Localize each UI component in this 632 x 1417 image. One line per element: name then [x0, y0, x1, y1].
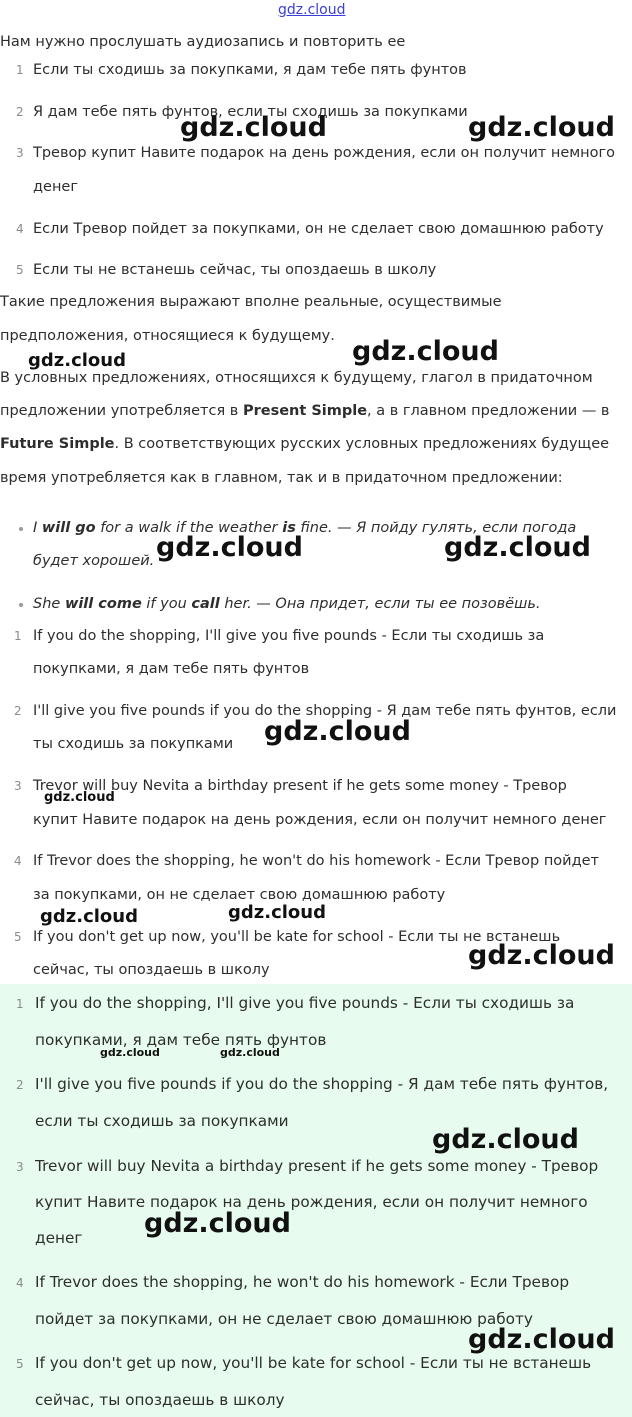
- list2-item-1-line2: покупками, я дам тебе пять фунтов: [33, 661, 310, 677]
- explain-p2-line2: предложении употребляется в Present Simple, а в главном предложении — в: [0, 403, 610, 419]
- list1-item-3-line1: Тревор купит Навите подарок на день рождения, если он получит немного: [33, 145, 616, 161]
- watermark: gdz.cloud: [264, 716, 411, 747]
- example-1-line2: будет хорошей.: [33, 553, 155, 569]
- list1-num-4: 4: [16, 222, 24, 236]
- list1-num-1: 1: [16, 63, 24, 77]
- list2-item-5-line2: сейчас, ты опоздаешь в школу: [33, 962, 270, 978]
- explain-p2-line3: Future Simple. В соответствующих русских условных предложениях будущее: [0, 436, 610, 452]
- watermark: gdz.cloud: [156, 532, 303, 563]
- explain-p1-line1: Такие предложения выражают вполне реальные, осуществимые: [0, 294, 502, 310]
- list2-item-1-line1: If you do the shopping, I'll give you five pounds - Если ты сходишь за: [33, 628, 545, 644]
- watermark-top[interactable]: gdz.cloud: [278, 2, 346, 18]
- list3-item-5-line2: сейчас, ты опоздаешь в школу: [35, 1391, 285, 1409]
- example-1-line1: I will go for a walk if the weather is fine. — Я пойду гулять, если погода: [33, 520, 577, 536]
- list1-item-2: Я дам тебе пять фунтов, если ты сходишь за покупками: [33, 104, 468, 120]
- list3-item-3-line2: купит Навите подарок на день рождения, если он получит немного: [35, 1193, 588, 1211]
- list3-item-5-line1: If you don't get up now, you'll be kate for school - Если ты не встанешь: [35, 1354, 592, 1372]
- example-bullet-2: [19, 603, 23, 607]
- list1-item-3-line2: денег: [33, 179, 78, 195]
- watermark: gdz.cloud: [100, 1046, 160, 1059]
- watermark: gdz.cloud: [468, 112, 615, 143]
- list1-num-3: 3: [16, 146, 24, 160]
- watermark: gdz.cloud: [352, 336, 499, 367]
- list1-num-5: 5: [16, 263, 24, 277]
- list2-item-2-line2: ты сходишь за покупками: [33, 736, 234, 752]
- list1-num-2: 2: [16, 105, 24, 119]
- list3-num-4: 4: [16, 1276, 24, 1290]
- list2-num-1: 1: [14, 629, 22, 643]
- list3-item-4-line2: пойдет за покупками, он не сделает свою домашнюю работу: [35, 1310, 533, 1328]
- watermark: gdz.cloud: [28, 350, 126, 371]
- watermark: gdz.cloud: [468, 940, 615, 971]
- list2-num-2: 2: [14, 704, 22, 718]
- list1-item-1: Если ты сходишь за покупками, я дам тебе пять фунтов: [33, 62, 467, 78]
- list3-item-3-line1: Trevor will buy Nevita a birthday present if he gets some money - Тревор: [35, 1157, 599, 1175]
- list2-item-4-line1: If Trevor does the shopping, he won't do his homework - Если Тревор пойдет: [33, 853, 599, 869]
- intro-text: Нам нужно прослушать аудиозапись и повторить ее: [0, 34, 406, 50]
- list1-item-5: Если ты не встанешь сейчас, ты опоздаешь в школу: [33, 262, 437, 278]
- explain-p1-line2: предположения, относящиеся к будущему.: [0, 328, 335, 344]
- list2-item-5-line1: If you don't get up now, you'll be kate for school - Если ты не встанешь: [33, 929, 561, 945]
- list2-num-3: 3: [14, 779, 22, 793]
- watermark: gdz.cloud: [228, 902, 326, 923]
- list3-item-1-line1: If you do the shopping, I'll give you five pounds - Если ты сходишь за: [35, 994, 575, 1012]
- watermark: gdz.cloud: [432, 1124, 579, 1155]
- list2-item-3-line2: купит Навите подарок на день рождения, если он получит немного денег: [33, 812, 607, 828]
- explain-p2-line1: В условных предложениях, относящихся к будущему, глагол в придаточном: [0, 370, 593, 386]
- list3-item-2-line1: I'll give you five pounds if you do the shopping - Я дам тебе пять фунтов,: [35, 1075, 609, 1093]
- list2-num-5: 5: [14, 930, 22, 944]
- list2-num-4: 4: [14, 854, 22, 868]
- list2-item-4-line2: за покупками, он не сделает свою домашнюю работу: [33, 887, 446, 903]
- explain-p2-line4: время употребляется как в главном, так и в придаточном предложении:: [0, 470, 563, 486]
- watermark: gdz.cloud: [40, 906, 138, 927]
- watermark: gdz.cloud: [444, 532, 591, 563]
- list2-item-2-line1: I'll give you five pounds if you do the shopping - Я дам тебе пять фунтов, если: [33, 703, 617, 719]
- list1-item-4: Если Тревор пойдет за покупками, он не сделает свою домашнюю работу: [33, 221, 604, 237]
- example-bullet-1: [19, 527, 23, 531]
- watermark: gdz.cloud: [144, 1208, 291, 1239]
- list2-item-3-line1: Trevor will buy Nevita a birthday present if he gets some money - Тревор: [33, 778, 567, 794]
- list3-num-5: 5: [16, 1357, 24, 1371]
- list3-item-1-line2: покупками, я дам тебе пять фунтов: [35, 1031, 327, 1049]
- list3-item-2-line2: если ты сходишь за покупками: [35, 1112, 289, 1130]
- watermark: gdz.cloud: [44, 790, 115, 805]
- list3-num-1: 1: [16, 997, 24, 1011]
- example-2: She will come if you call her. — Она придет, если ты ее позовёшь.: [33, 596, 541, 612]
- list3-item-3-line3: денег: [35, 1229, 83, 1247]
- watermark: gdz.cloud: [180, 112, 327, 143]
- list3-num-3: 3: [16, 1160, 24, 1174]
- list3-num-2: 2: [16, 1078, 24, 1092]
- list3-item-4-line1: If Trevor does the shopping, he won't do his homework - Если Тревор: [35, 1273, 570, 1291]
- watermark: gdz.cloud: [220, 1046, 280, 1059]
- watermark: gdz.cloud: [468, 1324, 615, 1355]
